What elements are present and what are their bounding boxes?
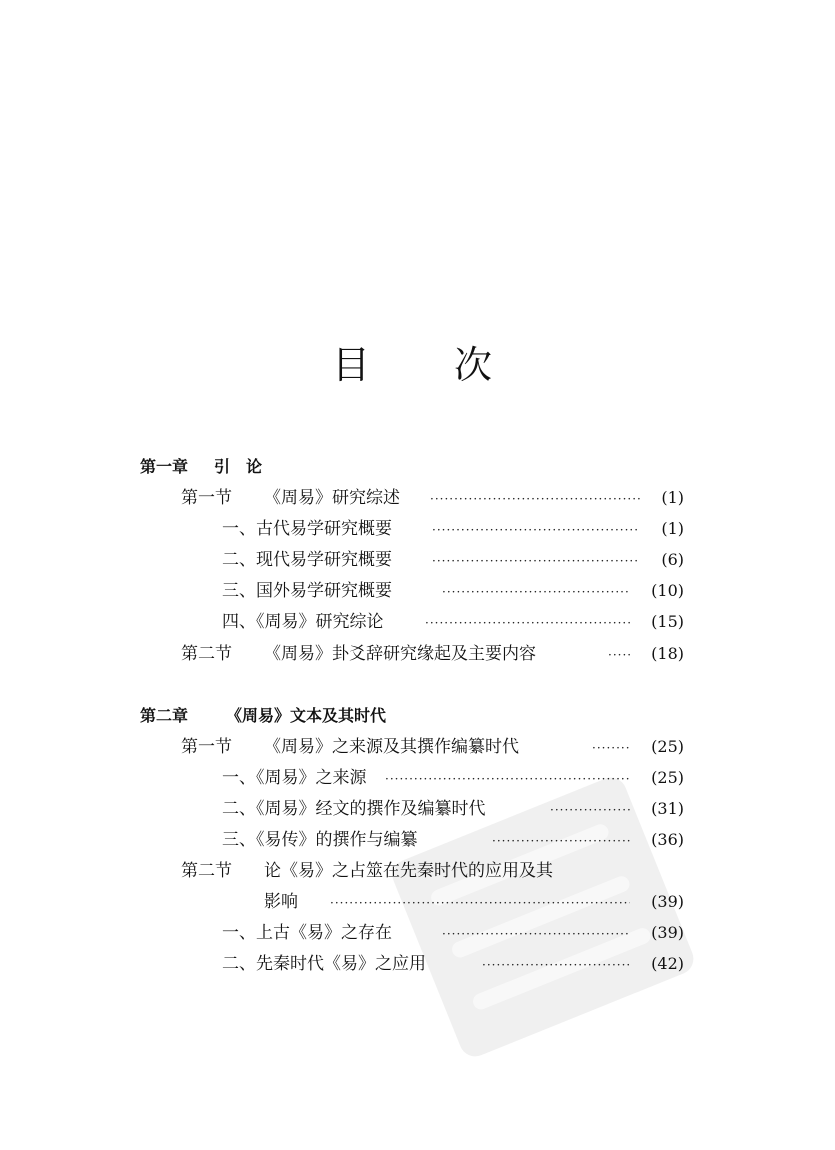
page-number: (10)	[651, 581, 684, 600]
page-number: (1)	[661, 519, 684, 538]
item-title: 一、上古《易》之存在	[222, 923, 392, 943]
toc-entry-item[interactable]	[0, 919, 835, 947]
page-number: (39)	[651, 892, 684, 911]
page-number: (18)	[651, 644, 684, 663]
dot-leader	[550, 795, 630, 823]
dot-leader	[425, 608, 630, 636]
item-title: 二、现代易学研究概要	[222, 550, 392, 570]
dot-leader	[492, 826, 630, 854]
page-number: (15)	[651, 612, 684, 631]
page-number: (25)	[651, 737, 684, 756]
toc-entry-item[interactable]	[0, 950, 835, 978]
section-title-line-1: 论《易》之占筮在先秦时代的应用及其	[264, 861, 553, 881]
section-number: 第二节	[181, 644, 232, 664]
item-title: 一、《周易》之来源	[222, 768, 367, 788]
dot-leader	[482, 950, 630, 978]
page-number: (36)	[651, 830, 684, 849]
chapter-title: 引 论	[214, 457, 263, 476]
section-title-line-2: 影响	[264, 892, 298, 912]
toc-entry-item[interactable]	[0, 764, 835, 792]
chapter-number: 第一章	[140, 457, 189, 476]
section-title: 《周易》研究综述	[264, 488, 400, 508]
dot-leader	[385, 764, 630, 792]
dot-leader	[442, 577, 630, 605]
toc-entry-section-continued[interactable]	[0, 888, 835, 916]
dot-leader	[432, 515, 640, 543]
dot-leader	[442, 919, 630, 947]
toc-entry-section[interactable]	[0, 640, 835, 668]
page-number: (1)	[661, 488, 684, 507]
item-title: 三、国外易学研究概要	[222, 581, 392, 601]
section-number: 第一节	[181, 488, 232, 508]
chapter-number: 第二章	[140, 706, 189, 725]
item-title: 二、《周易》经文的撰作及编纂时代	[222, 799, 486, 819]
item-title: 三、《易传》的撰作与编纂	[222, 830, 418, 850]
dot-leader	[592, 733, 630, 761]
section-title: 《周易》卦爻辞研究缘起及主要内容	[264, 644, 536, 664]
dot-leader	[608, 640, 632, 668]
page-title-char-1: 目	[332, 343, 371, 387]
toc-entry-section[interactable]	[0, 857, 835, 885]
item-title: 二、先秦时代《易》之应用	[222, 954, 426, 974]
section-number: 第一节	[181, 737, 232, 757]
dot-leader	[330, 888, 630, 916]
page-number: (25)	[651, 768, 684, 787]
toc-entry-item[interactable]	[0, 826, 835, 854]
page-title-char-2: 次	[454, 343, 493, 387]
toc-entry-item[interactable]	[0, 577, 835, 605]
dot-leader	[432, 546, 640, 574]
toc-entry-section[interactable]	[0, 733, 835, 761]
page-number: (42)	[651, 954, 684, 973]
toc-entry-item[interactable]	[0, 515, 835, 543]
toc-entry-item[interactable]	[0, 546, 835, 574]
item-title: 四、《周易》研究综论	[222, 612, 384, 632]
toc-entry-item[interactable]	[0, 608, 835, 636]
page-title	[332, 334, 502, 387]
toc-entry-section[interactable]	[0, 484, 835, 512]
section-title: 《周易》之来源及其撰作编纂时代	[264, 737, 519, 757]
page-number: (6)	[661, 550, 684, 569]
page-number: (31)	[651, 799, 684, 818]
page-number: (39)	[651, 923, 684, 942]
toc-entry-item[interactable]	[0, 795, 835, 823]
item-title: 一、古代易学研究概要	[222, 519, 392, 539]
dot-leader	[430, 484, 640, 512]
chapter-title: 《周易》文本及其时代	[226, 706, 387, 725]
section-number: 第二节	[181, 861, 232, 881]
